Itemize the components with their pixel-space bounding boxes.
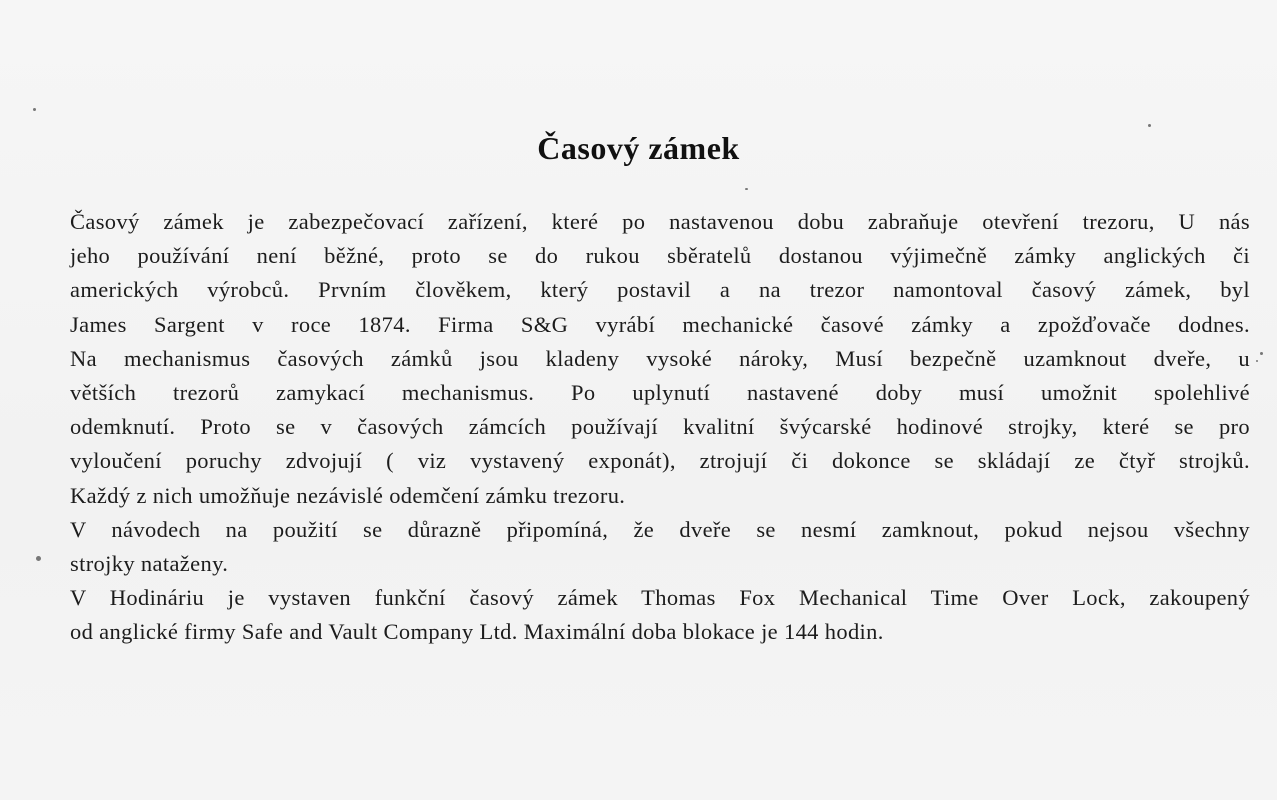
text-line: V Hodináriu je vystaven funkční časový zámek Thomas Fox Mechanical Time Over Lock, zakoupený [70, 585, 1250, 611]
text-line: od anglické firmy Safe and Vault Company Ltd. Maximální doba blokace je 144 hodin. [70, 619, 884, 645]
dust-speck [33, 108, 36, 111]
dust-speck [745, 188, 748, 190]
text-line: Časový zámek je zabezpečovací zařízení, které po nastavenou dobu zabraňuje otevření trezoru, U nás [70, 209, 1250, 234]
dust-speck [1148, 124, 1151, 127]
text-line: větších trezorů zamykací mechanismus. Po uplynutí nastavené doby musí umožnit spolehlivé [70, 379, 1250, 405]
text-line: Každý z nich umožňuje nezávislé odemčení zámku trezoru. [70, 482, 626, 508]
text-line: amerických výrobců. Prvním člověkem, který postavil a na trezor namontoval časový zámek, byl [70, 277, 1250, 303]
text-line: V návodech na použití se důrazně připomíná, že dveře se nesmí zamknout, pokud nejsou všechny [70, 516, 1250, 542]
body-text [70, 205, 1250, 649]
text-line: jeho používání není běžné, proto se do rukou sběratelů dostanou výjimečně zámky anglických či [70, 243, 1250, 269]
text-line: vyloučení poruchy zdvojují ( viz vystavený exponát), ztrojují či dokonce se skládají ze čtyř strojků. [70, 448, 1250, 474]
text-line: strojky nataženy. [70, 550, 229, 576]
dust-speck [36, 556, 41, 561]
dust-speck [1260, 352, 1263, 355]
dust-speck [1256, 360, 1258, 362]
page-title: Časový zámek [537, 130, 740, 166]
text-line: odemknutí. Proto se v časových zámcích používají kvalitní švýcarské hodinové strojky, které se pro [70, 414, 1250, 440]
text-line: James Sargent v roce 1874. Firma S&G vyrábí mechanické časové zámky a zpožďovače dodnes. [70, 311, 1250, 337]
text-line: Na mechanismus časových zámků jsou kladeny vysoké nároky, Musí bezpečně uzamknout dveře, u [70, 345, 1250, 371]
